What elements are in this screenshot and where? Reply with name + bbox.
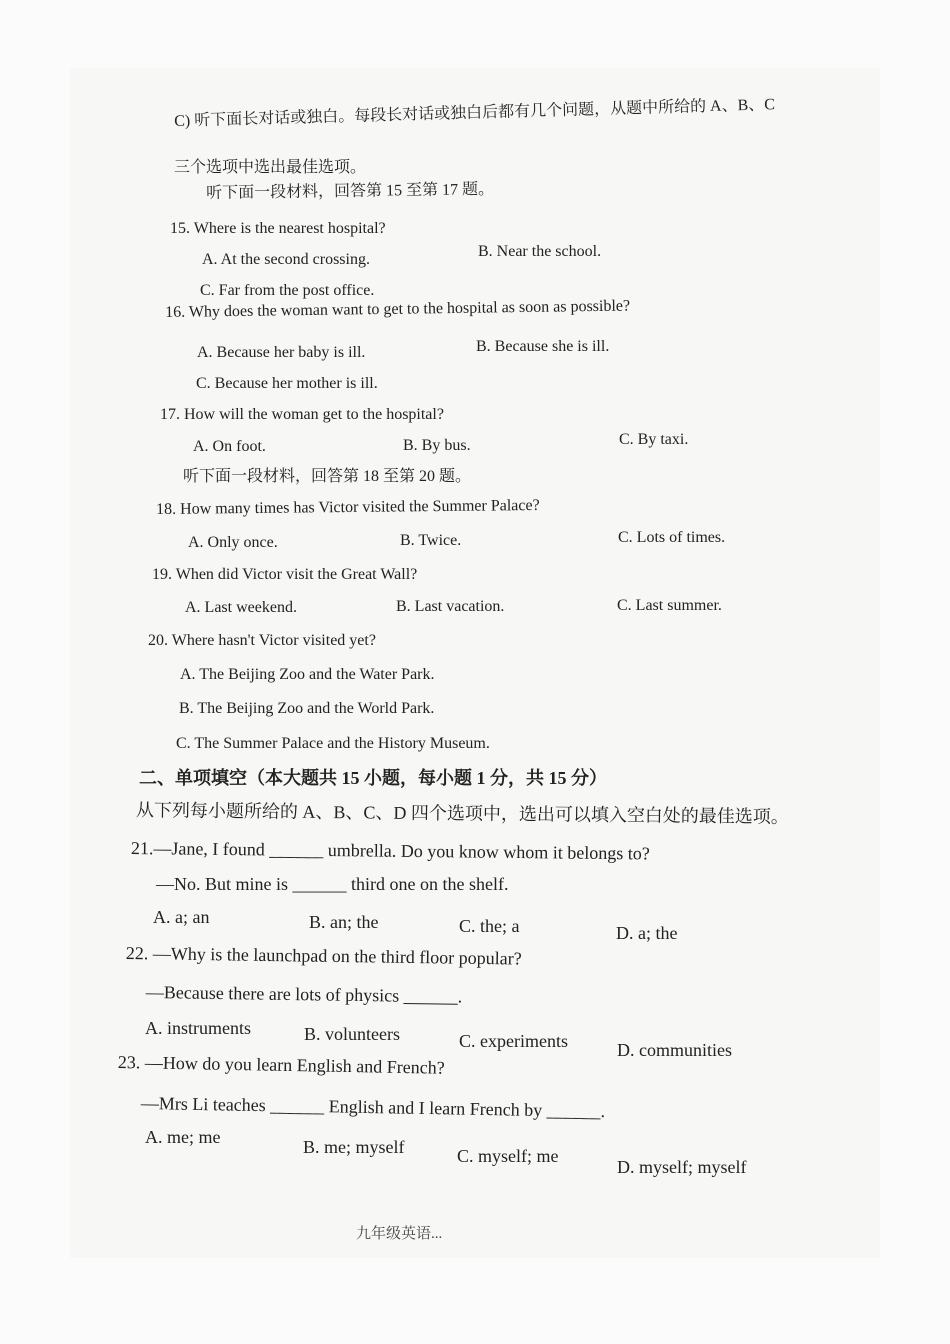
q21-option-b: B. an; the (309, 912, 379, 932)
q15-option-b: B. Near the school. (478, 243, 602, 260)
q16-option-a: A. Because her baby is ill. (197, 344, 366, 361)
group-heading-15-17: 听下面一段材料，回答第 15 至第 17 题。 (206, 180, 495, 202)
question-20: 20. Where hasn't Victor visited yet? (148, 632, 376, 649)
q18-option-b: B. Twice. (400, 532, 462, 549)
q18-option-a: A. Only once. (188, 534, 278, 551)
q17-option-a: A. On foot. (193, 438, 266, 455)
question-21: 21.—Jane, I found ______ umbrella. Do you know whom it belongs to? (130, 838, 650, 864)
question-19: 19. When did Victor visit the Great Wall? (152, 566, 418, 583)
q23-option-b: B. me; myself (303, 1137, 405, 1157)
section-2-instruction: 从下列每小题所给的 A、B、C、D 四个选项中，选出可以填入空白处的最佳选项。 (135, 800, 789, 827)
q20-option-b: B. The Beijing Zoo and the World Park. (179, 700, 435, 717)
q22-option-b: B. volunteers (304, 1024, 400, 1044)
intro-line-1: C) 听下面长对话或独白。每段长对话或独白后都有几个问题，从题中所给的 A、B、C (174, 96, 776, 130)
question-18: 18. How many times has Victor visited the Summer Palace? (156, 496, 540, 518)
q15-option-c: C. Far from the post office. (200, 282, 375, 299)
q18-option-c: C. Lots of times. (618, 529, 726, 546)
question-16: 16. Why does the woman want to get to the hospital as soon as possible? (165, 297, 631, 321)
page-footer: 九年级英语... (356, 1226, 443, 1242)
q19-option-b: B. Last vacation. (396, 598, 505, 615)
q22-option-c: C. experiments (459, 1031, 568, 1051)
q21-option-c: C. the; a (459, 916, 520, 936)
q17-option-b: B. By bus. (403, 437, 471, 454)
q23-option-c: C. myself; me (457, 1146, 559, 1166)
question-15: 15. Where is the nearest hospital? (170, 220, 386, 237)
q15-option-a: A. At the second crossing. (202, 251, 370, 268)
q19-option-a: A. Last weekend. (185, 599, 297, 616)
q23-option-a: A. me; me (145, 1127, 221, 1147)
q20-option-c: C. The Summer Palace and the History Museum. (176, 735, 490, 752)
question-21-reply: —No. But mine is ______ third one on the shelf. (156, 874, 509, 894)
question-23-reply: —Mrs Li teaches ______ English and I learn French by ______. (140, 1093, 606, 1122)
question-22: 22. —Why is the launchpad on the third floor popular? (125, 943, 522, 969)
q16-option-b: B. Because she is ill. (476, 338, 610, 355)
q19-option-c: C. Last summer. (617, 597, 722, 614)
q22-option-d: D. communities (617, 1040, 732, 1060)
q21-option-d: D. a; the (616, 923, 678, 943)
group-heading-18-20: 听下面一段材料，回答第 18 至第 20 题。 (183, 468, 472, 485)
paper-sheet (70, 68, 880, 1258)
question-22-reply: —Because there are lots of physics ______. (145, 982, 463, 1007)
question-17: 17. How will the woman get to the hospital? (160, 406, 444, 423)
q21-option-a: A. a; an (153, 907, 210, 927)
q17-option-c: C. By taxi. (619, 431, 689, 448)
question-23: 23. —How do you learn English and French? (117, 1052, 445, 1078)
q16-option-c: C. Because her mother is ill. (196, 375, 378, 392)
intro-line-2: 三个选项中选出最佳选项。 (174, 159, 367, 176)
q20-option-a: A. The Beijing Zoo and the Water Park. (180, 666, 435, 683)
q23-option-d: D. myself; myself (617, 1157, 747, 1177)
q22-option-a: A. instruments (145, 1018, 251, 1038)
section-2-title: 二、单项填空（本大题共 15 小题，每小题 1 分，共 15 分） (139, 768, 607, 788)
